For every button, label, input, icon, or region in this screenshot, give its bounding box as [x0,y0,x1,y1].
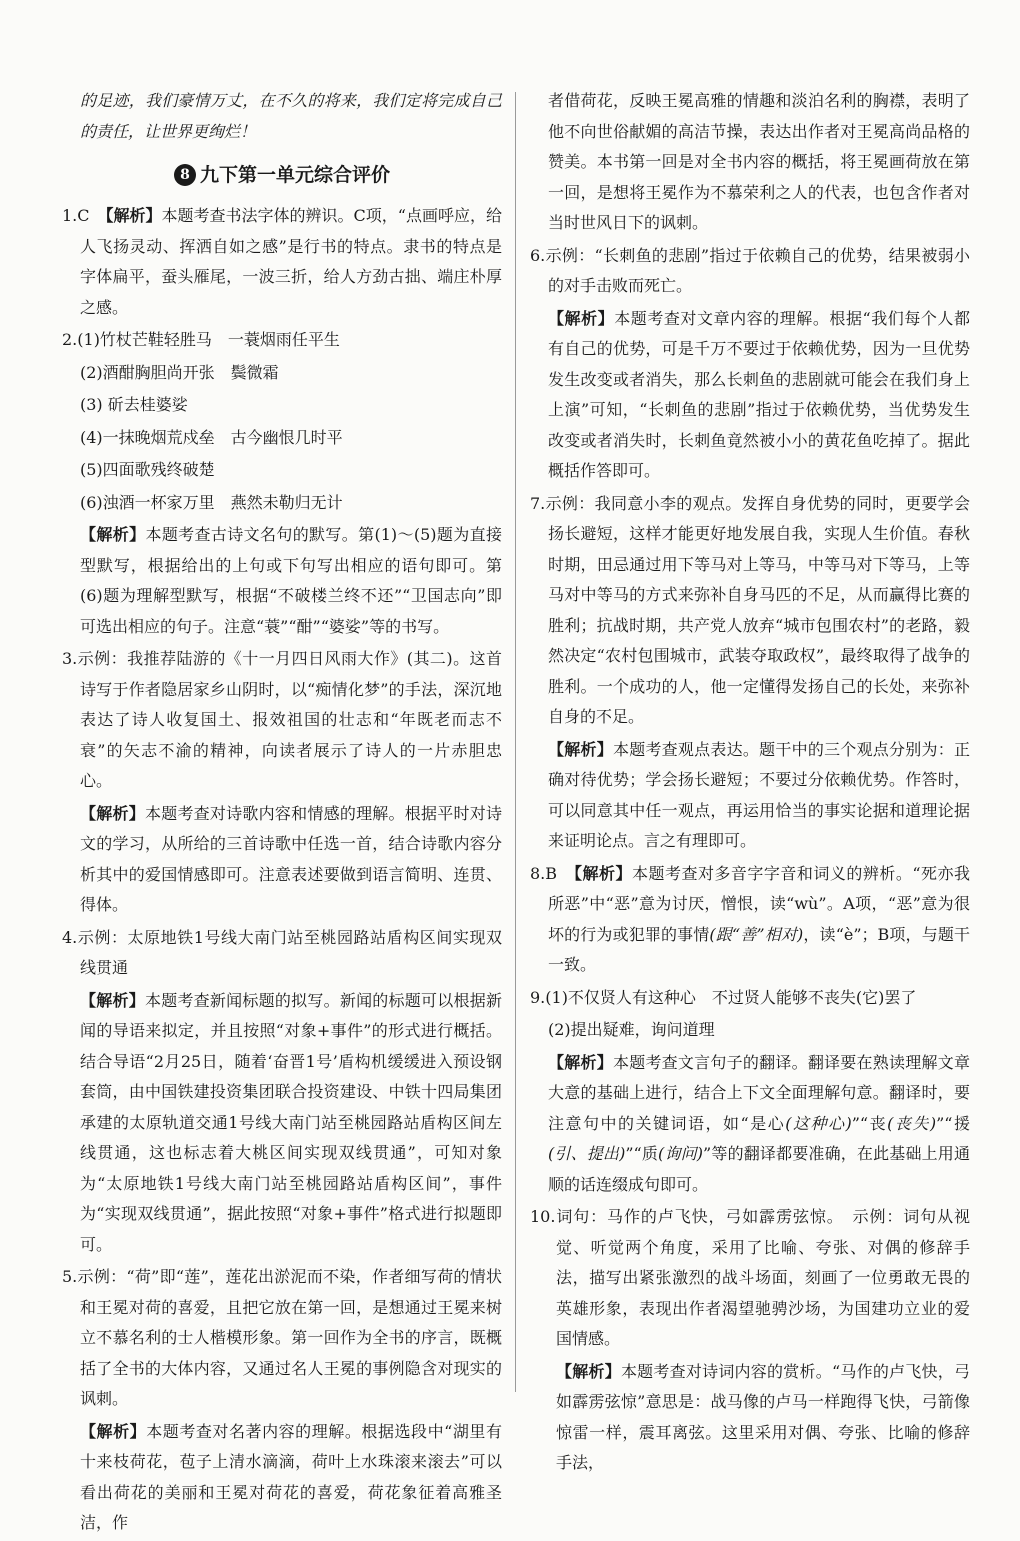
question-5: 5.示例：“荷”即“莲”，莲花出淤泥而不染，作者细写荷的情状和王冕对荷的喜爱，且把它放在第一回，是想通过王冕来树立不慕名利的士人楷模形象。第一回作为全书的序言，既概括了全书的大体内容，又通过名人王冕的事例隐含对现实的讽刺。 【解析】本题考查对名著内容的理解。根据选段中“湖里有十来枝荷花，苞子上清水滴滴，荷叶上水珠滚来滚去”可以看出荷花的美丽和王冕对荷花的喜爱，荷花象征着高雅圣洁，作 [62,1267,502,1532]
question-7: 7.示例：我同意小李的观点。发挥自身优势的同时，更要学会扬长避短，这样才能更好地发展自我，实现人生价值。春秋时期，田忌通过用下等马对上等马，中等马对下等马，上等马对中等马的方式来弥补自身马匹的不足，从而赢得比赛的胜利；抗战时期，共产党人放弃“城市包围农村”的老路，毅然决定“农村包围城市，武装夺取政权”，最终取得了战争的胜利。一个成功的人，他一定懂得发扬自己的长处，来弥补自身的不足。 【解析】本题考查观点表达。题干中的三个观点分别为：正确对待优势；学会扬长避短；不要过分依赖优势。作答时，可以同意其中任一观点，再运用恰当的事实论据和道理论据来证明论点。言之有理即可。 [530,493,970,850]
question-5-continued: 者借荷花，反映王冕高雅的情趣和淡泊名利的胸襟，表明了他不向世俗献媚的高洁节操，表达出作者对王冕高尚品格的赞美。本书第一回是对全书内容的概括，将王冕画荷放在第一回，是想将王冕作为不慕荣利之人的代表，也包含作者对当时世风日下的讽刺。 [548,91,970,232]
question-9: 9.(1)不仅贤人有这种心 不过贤人能够不丧失(它)罢了 (2)提出疑难，询问道理 【解析】本题考查文言句子的翻译。翻译要在熟读理解文章大意的基础上进行，结合上下文全面理解句意。翻译时，要注意句中的关键词语，如“是心(这种心)”“丧(丧失)”“援(引、提出)”“质(询问)”等的翻译都要准确，在此基础上用通顺的话连缀成句即可。 [530,987,970,1194]
question-2: 2.(1)竹杖芒鞋轻胜马 一蓑烟雨任平生 (2)酒酣胸胆尚开张 鬓微霜 (3) 斫去桂婆娑 (4)一抹晚烟荒戍垒 古今幽恨几时平 (5)四面歌残终破楚 (6)浊酒一杯家万里 燕然未勒归无计 【解析】本题考查古诗文名句的默写。第(1)～(5)题为直接型默写，根据给出的上句或下句写出相应的语句即可。第(6)题为理解型默写，根据“不破楼兰终不还”“卫国志向”即可选出相应的句子。注意“蓑”“酣”“婆娑”等的书写。 [62,330,502,636]
question-3: 3.示例：我推荐陆游的《十一月四日风雨大作》(其二)。这首诗写于作者隐居家乡山阴时，以“痴情化梦”的手法，深沉地表达了诗人收复国土、报效祖国的壮志和“年既老而志不衰”的矢志不渝的精神，向读者展示了诗人的一片赤胆忠心。 【解析】本题考查对诗歌内容和情感的理解。根据平时对诗文的学习，从所给的三首诗歌中任选一首，结合诗歌内容分析其中的爱国情感即可。注意表述要做到语言简明、连贯、得体。 [62,649,502,914]
left-column [62,86,502,1541]
question-6: 6.示例：“长刺鱼的悲剧”指过于依赖自己的优势，结果被弱小的对手击败而死亡。 【解析】本题考查对文章内容的理解。根据“我们每个人都有自己的优势，可是千万不要过于依赖优势，因为一旦优势发生改变或者消失，那么长刺鱼的悲剧就可能会在我们身上上演”可知，“长刺鱼的悲剧”指过于依赖优势，当优势发生改变或者消失时，长刺鱼竟然被小小的黄花鱼吃掉了。据此概括作答即可。 [530,245,970,480]
column-divider [515,92,516,1392]
question-8: 8.B 【解析】本题考查对多音字字音和词义的辨析。“死亦我所恶”中“恶”意为讨厌，憎恨，读“wù”。A项，“恶”意为很坏的行为或犯罪的事情(跟“善”相对)，读“è”；B项，与题干一致。 [530,863,970,974]
section-title [62,159,502,191]
question-10: 10.词句：马作的卢飞快，弓如霹雳弦惊。 示例：词句从视觉、听觉两个角度，采用了比喻、夸张、对偶的修辞手法，描写出紧张激烈的战斗场面，刻画了一位勇敢无畏的英雄形象，表现出作者渴望驰骋沙场，为国建功立业的爱国情感。 【解析】本题考查对诗词内容的赏析。“马作的卢飞快，弓如霹雳弦惊”意思是：战马像的卢马一样跑得飞快，弓箭像惊雷一样，震耳离弦。这里采用对偶、夸张、比喻的修辞手法， [530,1207,970,1472]
intro-text: 的足迹，我们豪情万丈，在不久的将来，我们定将完成自己的责任，让世界更绚烂！ [80,91,502,141]
section-title-text: 九下第一单元综合评价 [199,164,390,186]
section-number-badge: 8 [174,164,196,186]
question-1: 1.C 【解析】本题考查书法字体的辨识。C项，“点画呼应，给人飞扬灵动、挥洒自如之感”是行书的特点。隶书的特点是字体扁平，蚕头雁尾，一波三折，给人方劲古拙、端庄朴厚之感。 [62,206,502,317]
question-4: 4.示例：太原地铁1号线大南门站至桃园路站盾构区间实现双线贯通 【解析】本题考查新闻标题的拟写。新闻的标题可以根据新闻的导语来拟定，并且按照“对象+事件”的形式进行概括。结合导语“2月25日，随着‘奋晋1号’盾构机缓缓进入预设钢套筒，由中国铁建投资集团联合投资建设、中铁十四局集团承建的太原轨道交通1号线大南门站至桃园路站盾构区间左线贯通，这也标志着大桃区间实现双线贯通”，可知对象为“太原地铁1号线大南门站至桃园路站盾构区间”，事件为“实现双线贯通”，据此按照“对象+事件”格式进行拟题即可。 [62,927,502,1254]
right-column [530,86,970,1481]
